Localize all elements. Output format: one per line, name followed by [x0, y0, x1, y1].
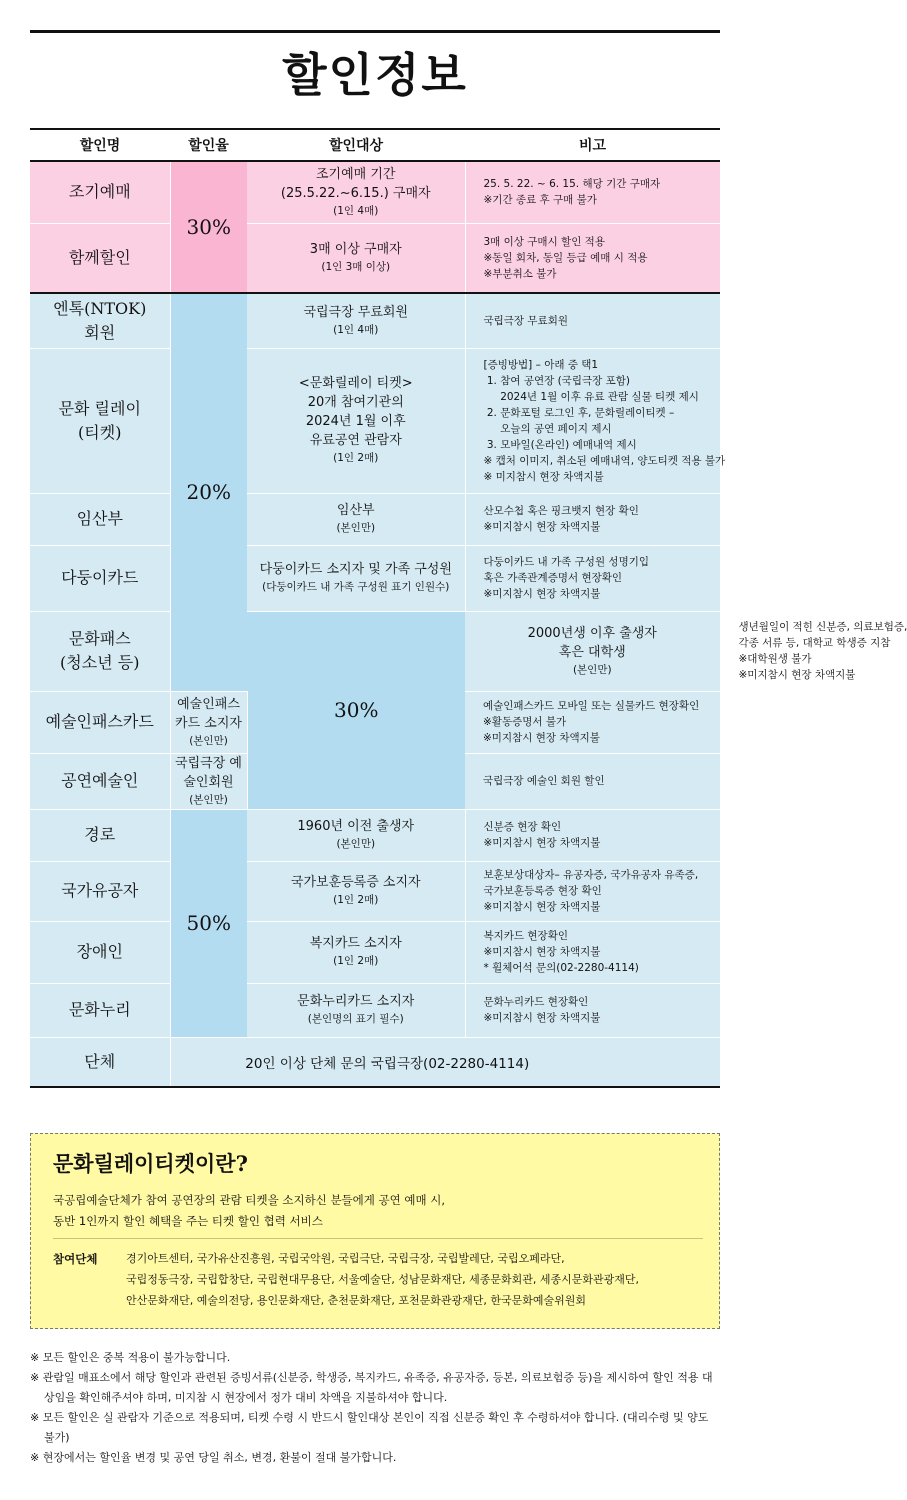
discount-name-line: 엔톡(NTOK) [53, 298, 147, 318]
discount-name [30, 223, 170, 293]
discount-name-line: 경로 [84, 825, 116, 844]
discount-name-line: 국가유공자 [61, 881, 139, 900]
table-row [30, 809, 720, 861]
discount-note [465, 223, 720, 293]
target-line: 국립극장 무료회원 [303, 304, 409, 320]
table-row [30, 861, 720, 921]
header-target: 할인대상 [247, 129, 465, 161]
target-line: 3매 이상 구매자 [309, 241, 402, 257]
note-line: ※미지참시 현장 차액지불 [483, 901, 601, 913]
note-line: ※기간 종료 후 구매 불가 [483, 194, 597, 207]
target-limit: (1인 3매 이상) [321, 260, 391, 273]
group-name: 단체 [30, 1037, 170, 1087]
target-limit: (본인만) [189, 793, 228, 806]
note-line: 다둥이카드 내 가족 구성원 성명기입 [483, 556, 649, 568]
discount-rate: 50% [170, 809, 247, 1037]
discount-name [30, 348, 170, 493]
discount-name [30, 753, 170, 809]
note-line: 3매 이상 구매시 할인 적용 [483, 235, 605, 248]
target-limit: (1인 4매) [333, 323, 379, 336]
note-item: ※ 관람일 매표소에서 해당 할인과 관련된 증빙서류(신분증, 학생증, 복지카드, 유족증, 유공자증, 등본, 의료보험증 등)을 제시하여 할인 적용 대상임을 확인해주셔야 하며, 미지참 시 현장에서 정가 대비 차액을 지불하셔야 합니다. [30, 1371, 713, 1404]
note-item: ※ 현장에서는 할인율 변경 및 공연 당일 취소, 변경, 환불이 절대 불가합니다. [30, 1451, 397, 1464]
discount-note [465, 493, 720, 545]
discount-name-line: 임산부 [76, 509, 123, 528]
discount-target [247, 161, 465, 223]
notes-section [30, 1348, 720, 1468]
relay-description [53, 1190, 445, 1232]
target-limit: (1인 2매) [333, 894, 379, 906]
header-note: 비고 [465, 129, 720, 161]
target-line: 조기예매 기간 [316, 166, 396, 182]
discount-name [30, 545, 170, 611]
note-line: ※ 미지참시 현장 차액지불 [483, 470, 604, 483]
discount-name [30, 921, 170, 983]
target-line: 1960년 이전 출생자 [297, 819, 415, 834]
target-line: 혹은 대학생 [558, 644, 626, 660]
discount-name-line: 장애인 [76, 942, 123, 961]
note-line: ※부분취소 불가 [483, 267, 557, 280]
discount-target [247, 921, 465, 983]
discount-name-line: 문화누리 [68, 1000, 131, 1019]
target-limit: (1인 2매) [333, 955, 379, 967]
target-line: <문화릴레이 티켓> [298, 376, 413, 391]
relay-desc-line: 국공립예술단체가 참여 공연장의 관람 티켓을 소지하신 분들에게 공연 예매 시, [53, 1193, 446, 1207]
discount-note [465, 809, 720, 861]
note-line: 혹은 가족관계증명서 현장확인 [483, 572, 623, 584]
discount-name [30, 691, 170, 753]
table-row [30, 348, 720, 493]
note-line: 국립극장 예술인 회원 할인 [483, 775, 605, 787]
discount-note [465, 861, 720, 921]
discount-target [465, 611, 720, 691]
header-name: 할인명 [30, 129, 170, 161]
discount-note [465, 921, 720, 983]
table-row [30, 223, 720, 293]
participants-label: 참여단체 [53, 1252, 98, 1266]
note-line: ※미지참시 현장 차액지불 [483, 837, 601, 849]
header-rate: 할인율 [170, 129, 247, 161]
target-line: 2024년 1월 이후 [305, 414, 406, 429]
discount-name [30, 611, 170, 691]
table-row [30, 921, 720, 983]
note-line: ※활동증명서 불가 [483, 716, 567, 728]
discount-note [465, 348, 726, 493]
table-row: 문화패스 (청소년 등) 30% 2000년생 이후 출생자 혹은 대학생 (본인만) 생년월일이 적힌 신분증, 의료보험증, 각종 서류 등, 대학교 학생증 지참 ※대학원생 불가 ※미지참시 현장 차액지불 [30, 611, 720, 691]
target-line: 20개 참여기관의 [307, 395, 404, 410]
discount-name-line: 문화 릴레이 [58, 398, 141, 418]
target-line: 복지카드 소지자 [309, 936, 402, 951]
discount-target [247, 545, 465, 611]
relay-ticket-info-box [30, 1133, 720, 1329]
note-line: 보훈보상대상자– 유공자증, 국가유공자 유족증, [483, 869, 699, 881]
target-line: (25.5.22.~6.15.) 구매자 [280, 185, 431, 201]
discount-name-line: 예술인패스카드 [45, 712, 154, 731]
discount-name [30, 983, 170, 1037]
note-line: 25. 5. 22. ~ 6. 15. 해당 기간 구매자 [483, 178, 661, 191]
note-line: 국립극장 무료회원 [483, 314, 568, 327]
discount-name-line: 다둥이카드 [61, 568, 139, 587]
note-line: [증빙방법] – 아래 중 택1 [483, 358, 599, 371]
target-limit: (본인만) [336, 838, 376, 850]
target-line: 유료공연 관람자 [309, 433, 402, 448]
relay-desc-line: 동반 1인까지 할인 혜택을 주는 티켓 할인 협력 서비스 [53, 1214, 323, 1228]
discount-name [30, 293, 170, 348]
discount-name [30, 493, 170, 545]
note-line: ※미지참시 현장 차액지불 [483, 732, 600, 744]
discount-target [247, 809, 465, 861]
group-row [30, 1037, 720, 1087]
note-item: ※ 모든 할인은 중복 적용이 불가능합니다. [30, 1351, 231, 1364]
note-line: 복지카드 현장확인 [483, 930, 568, 942]
target-limit: (본인만) [189, 734, 228, 747]
table-row [30, 493, 720, 545]
target-line: 국립극장 예술인회원 [175, 755, 242, 790]
note-line: ※미지참시 현장 차액지불 [483, 1012, 601, 1024]
target-line: 임산부 [336, 503, 375, 518]
discount-name-line: 회원 [84, 322, 116, 342]
discount-rate: 30% [170, 161, 247, 293]
discount-target [247, 348, 465, 493]
group-info: 20인 이상 단체 문의 국립극장(02-2280-4114) [170, 1037, 720, 1087]
page-title: 할인정보 [282, 48, 468, 102]
discount-name [30, 809, 170, 861]
note-line: 오늘의 공연 페이지 제시 [483, 422, 612, 435]
table-row [30, 545, 720, 611]
discount-name-line: 함께할인 [68, 247, 131, 267]
discount-target [247, 861, 465, 921]
note-line: 2024년 1월 이후 유료 관람 실물 티켓 제시 [483, 390, 699, 403]
discount-name-line: 문화패스 [68, 629, 131, 648]
target-line: 2000년생 이후 출생자 [527, 625, 657, 641]
target-line: 예술인패스카드 소지자 [175, 696, 242, 731]
note-line: 산모수첩 혹은 핑크뱃지 현장 확인 [483, 505, 639, 517]
discount-target [247, 223, 465, 293]
note-line: * 휠체어석 문의(02-2280-4114) [483, 962, 639, 974]
note-line: 3. 모바일(온라인) 예매내역 제시 [483, 438, 637, 451]
table-row [30, 293, 720, 348]
discount-target [170, 753, 247, 809]
discount-name-line: (티켓) [78, 422, 122, 442]
divider [53, 1238, 703, 1239]
note-line: 1. 참여 공연장 (국립극장 포함) [483, 374, 630, 387]
participants-line: 경기아트센터, 국가유산진흥원, 국립국악원, 국립극단, 국립극장, 국립발레단, 국립오페라단, [126, 1252, 565, 1265]
target-limit: (다둥이카드 내 가족 구성원 표기 인원수) [262, 581, 450, 593]
note-line: ※미지참시 현장 차액지불 [483, 946, 601, 958]
target-limit: (본인만) [336, 522, 376, 534]
target-limit: (본인만) [572, 663, 612, 676]
discount-name [30, 861, 170, 921]
note-line: ※ 캡처 이미지, 취소된 예매내역, 양도티켓 적용 불가 [483, 454, 726, 467]
discount-name-line: 조기예매 [68, 182, 131, 202]
discount-target [247, 293, 465, 348]
table-header-row [30, 129, 720, 161]
discount-target [170, 691, 247, 753]
discount-name-line: 공연예술인 [61, 771, 139, 790]
note-line: 문화누리카드 현장확인 [483, 996, 589, 1008]
discount-target [247, 493, 465, 545]
target-line: 문화누리카드 소지자 [297, 994, 415, 1009]
participants-line: 국립정동극장, 국립합창단, 국립현대무용단, 서울예술단, 성남문화재단, 세종문화회관, 세종시문화관광재단, [126, 1273, 639, 1286]
note-line: ※동일 회차, 동일 등급 예매 시 적용 [483, 251, 648, 264]
discount-note [465, 983, 720, 1037]
relay-title: 문화릴레이티켓이란? [53, 1151, 248, 1176]
discount-target [247, 983, 465, 1037]
top-rule [30, 30, 720, 33]
target-limit: (본인명의 표기 필수) [307, 1013, 404, 1025]
target-line: 국가보훈등록증 소지자 [290, 875, 421, 890]
discount-note [465, 293, 720, 348]
discount-rate: 30% [247, 611, 465, 809]
discount-table [30, 128, 907, 1088]
discount-name [30, 161, 170, 223]
discount-note [465, 545, 720, 611]
table-row [30, 161, 720, 223]
note-line: 예술인패스카드 모바일 또는 실물카드 현장확인 [483, 700, 700, 712]
discount-note [465, 161, 720, 223]
discount-rate: 20% [170, 293, 247, 691]
note-line: 2. 문화포털 로그인 후, 문화릴레이티켓 – [483, 406, 675, 419]
target-limit: (1인 2매) [333, 452, 379, 464]
note-line: 국가보훈등록증 현장 확인 [483, 885, 602, 897]
target-limit: (1인 4매) [333, 204, 379, 217]
target-line: 다둥이카드 소지자 및 가족 구성원 [259, 562, 452, 577]
note-line: 신분증 현장 확인 [483, 821, 562, 833]
note-line: ※미지참시 현장 차액지불 [483, 521, 601, 533]
table-row [30, 983, 720, 1037]
note-item: ※ 모든 할인은 실 관람자 기준으로 적용되며, 티켓 수령 시 반드시 할인대상 본인이 직접 신분증 확인 후 수령하셔야 합니다. (대리수령 및 양도 불가) [30, 1411, 709, 1444]
note-line: ※미지참시 현장 차액지불 [483, 588, 601, 600]
discount-note [465, 753, 720, 809]
discount-note [465, 691, 720, 753]
participants-list [126, 1248, 711, 1311]
discount-name-line: (청소년 등) [60, 653, 140, 672]
participants-line: 안산문화재단, 예술의전당, 용인문화재단, 춘천문화재단, 포천문화관광재단, 한국문화예술위원회 [126, 1294, 587, 1307]
